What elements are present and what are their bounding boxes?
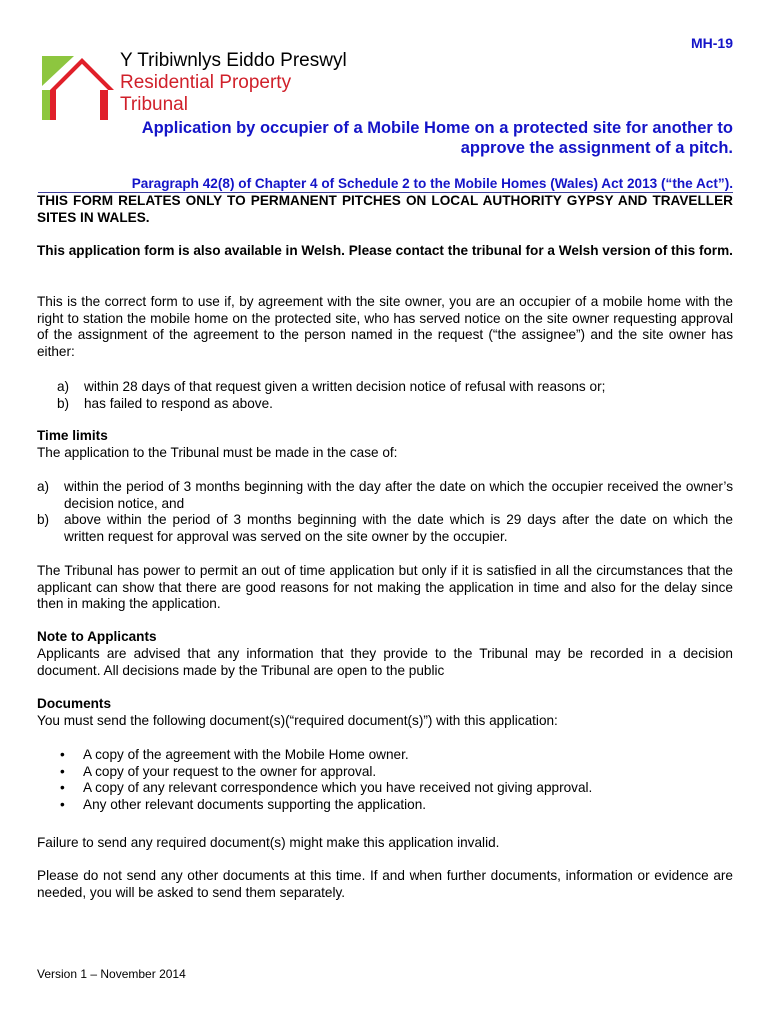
list-item: b) above within the period of 3 months beginning with the date which is 29 days after the date on which the written request for approval was served on the site owner by the occupier. bbox=[37, 512, 733, 544]
list-item: • Any other relevant documents supporting the application. bbox=[57, 797, 733, 814]
list-item: a) within the period of 3 months beginning with the day after the date on which the occupier received the owner’s decision notice, and bbox=[37, 479, 733, 511]
logo-welsh-name: Y Tribiwnlys Eiddo Preswyl bbox=[120, 50, 347, 71]
note-text: Applicants are advised that any information that they provide to the Tribunal may be recorded in a decision document. All decisions made by the Tribunal are open to the public bbox=[37, 646, 733, 678]
documents-list bbox=[57, 747, 733, 813]
intro-list bbox=[57, 379, 733, 412]
list-item: b) has failed to respond as above. bbox=[57, 395, 273, 411]
relates-notice: THIS FORM RELATES ONLY TO PERMANENT PITCHES ON LOCAL AUTHORITY GYPSY AND TRAVELLER SITES IN WALES. bbox=[37, 193, 733, 225]
other-documents-note: Please do not send any other documents at this time. If and when further documents, information or evidence are needed, you will be asked to send them separately. bbox=[37, 868, 733, 900]
time-limits-list bbox=[37, 479, 733, 545]
form-code: MH-19 bbox=[690, 35, 733, 51]
documents-lead: You must send the following document(s)(“required document(s)”) with this application: bbox=[37, 713, 558, 728]
paragraph-reference: Paragraph 42(8) of Chapter 4 of Schedule 2 to the Mobile Homes (Wales) Act 2013 (“the Act”). bbox=[38, 175, 733, 193]
time-limits-heading: Time limits bbox=[37, 428, 108, 443]
form-title-line-1: Application by occupier of a Mobile Home on a protected site for another to bbox=[141, 119, 733, 137]
tribunal-logo bbox=[42, 50, 362, 120]
logo-english-name: Residential Property Tribunal bbox=[120, 72, 292, 115]
house-logo-icon bbox=[42, 50, 118, 120]
out-of-time-paragraph: The Tribunal has power to permit an out of time application but only if it is satisfied in all the circumstances that the applicant can show that there are good reasons for not making the application in time and also for the delay since then in making the application. bbox=[37, 563, 733, 611]
intro-paragraph: This is the correct form to use if, by agreement with the site owner, you are an occupier of a mobile home with the right to station the mobile home on the protected site, who has served notice on the site owner requesting approval of the assignment of the agreement to the person named in the request (“the assignee”) and the site owner has either: bbox=[37, 294, 733, 359]
welsh-version-notice: This application form is also available in Welsh. Please contact the tribunal for a Welsh version of this form. bbox=[37, 243, 733, 258]
documents-heading: Documents bbox=[37, 696, 112, 711]
list-item: • A copy of any relevant correspondence which you have received not giving approval. bbox=[57, 780, 733, 797]
form-title bbox=[38, 118, 733, 158]
form-title-line-2: approve the assignment of a pitch. bbox=[460, 139, 733, 157]
version-footer: Version 1 – November 2014 bbox=[37, 967, 186, 981]
failure-note: Failure to send any required document(s) might make this application invalid. bbox=[37, 835, 500, 850]
list-item: • A copy of your request to the owner for approval. bbox=[57, 764, 733, 781]
list-item: • A copy of the agreement with the Mobile Home owner. bbox=[57, 747, 733, 764]
list-item: a) within 28 days of that request given a written decision notice of refusal with reasons or; bbox=[57, 379, 606, 394]
time-limits-lead: The application to the Tribunal must be made in the case of: bbox=[37, 445, 398, 460]
note-heading: Note to Applicants bbox=[37, 629, 157, 644]
